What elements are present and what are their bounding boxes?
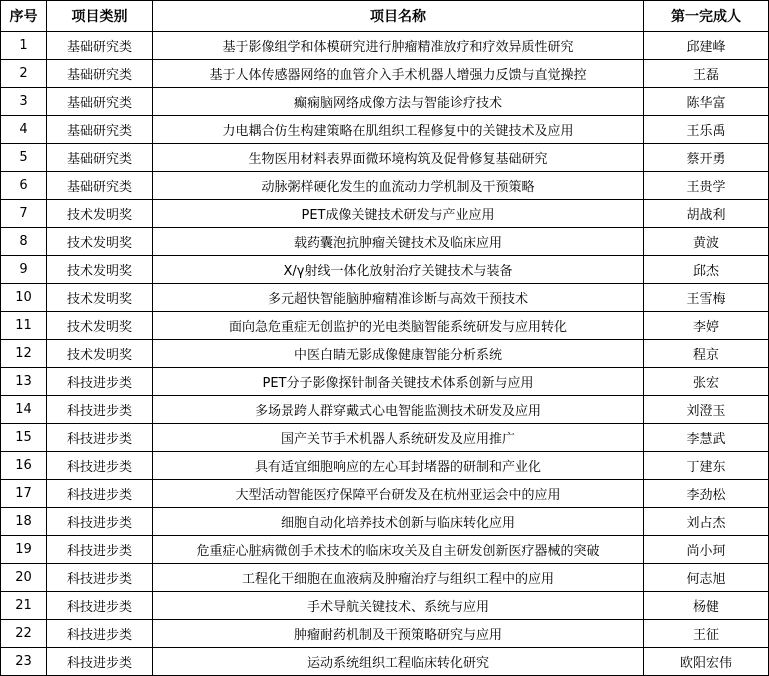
table-row	[1, 396, 769, 424]
cell-project-name: 手术导航关键技术、系统与应用	[153, 592, 644, 620]
cell-first-person: 刘澄玉	[644, 396, 769, 424]
table-row	[1, 32, 769, 60]
cell-project-name: 危重症心脏病微创手术技术的临床攻关及自主研发创新医疗器械的突破	[153, 536, 644, 564]
table-row	[1, 116, 769, 144]
cell-first-person: 邱建峰	[644, 32, 769, 60]
table-body	[1, 32, 769, 676]
cell-project-name: 国产关节手术机器人系统研发及应用推广	[153, 424, 644, 452]
cell-project-name: 运动系统组织工程临床转化研究	[153, 648, 644, 676]
cell-category: 科技进步类	[47, 648, 153, 676]
cell-no: 9	[1, 256, 47, 284]
table-row	[1, 144, 769, 172]
cell-first-person: 王征	[644, 620, 769, 648]
table-row	[1, 508, 769, 536]
cell-first-person: 王雪梅	[644, 284, 769, 312]
cell-project-name: 工程化干细胞在血液病及肿瘤治疗与组织工程中的应用	[153, 564, 644, 592]
cell-project-name: 中医白睛无影成像健康智能分析系统	[153, 340, 644, 368]
cell-no: 16	[1, 452, 47, 480]
cell-category: 科技进步类	[47, 368, 153, 396]
cell-no: 14	[1, 396, 47, 424]
cell-first-person: 程京	[644, 340, 769, 368]
cell-project-name: 具有适宜细胞响应的左心耳封堵器的研制和产业化	[153, 452, 644, 480]
cell-category: 科技进步类	[47, 536, 153, 564]
cell-category: 基础研究类	[47, 172, 153, 200]
cell-no: 6	[1, 172, 47, 200]
cell-project-name: 生物医用材料表界面微环境构筑及促骨修复基础研究	[153, 144, 644, 172]
cell-first-person: 胡战利	[644, 200, 769, 228]
cell-first-person: 李慧武	[644, 424, 769, 452]
table-row	[1, 564, 769, 592]
cell-first-person: 黄波	[644, 228, 769, 256]
cell-project-name: 面向急危重症无创监护的光电类脑智能系统研发与应用转化	[153, 312, 644, 340]
cell-no: 11	[1, 312, 47, 340]
cell-project-name: X/γ射线一体化放射治疗关键技术与装备	[153, 256, 644, 284]
header-first-person: 第一完成人	[644, 1, 769, 32]
cell-first-person: 杨健	[644, 592, 769, 620]
cell-no: 4	[1, 116, 47, 144]
cell-category: 技术发明奖	[47, 340, 153, 368]
table-row	[1, 368, 769, 396]
cell-category: 技术发明奖	[47, 284, 153, 312]
table-row	[1, 228, 769, 256]
cell-project-name: 多元超快智能脑肿瘤精准诊断与高效干预技术	[153, 284, 644, 312]
cell-category: 科技进步类	[47, 508, 153, 536]
cell-category: 基础研究类	[47, 144, 153, 172]
cell-project-name: 肿瘤耐药机制及干预策略研究与应用	[153, 620, 644, 648]
table-row	[1, 452, 769, 480]
cell-first-person: 欧阳宏伟	[644, 648, 769, 676]
cell-first-person: 刘占杰	[644, 508, 769, 536]
cell-no: 3	[1, 88, 47, 116]
cell-first-person: 陈华富	[644, 88, 769, 116]
table-row	[1, 284, 769, 312]
cell-no: 5	[1, 144, 47, 172]
cell-first-person: 王乐禹	[644, 116, 769, 144]
cell-project-name: 大型活动智能医疗保障平台研发及在杭州亚运会中的应用	[153, 480, 644, 508]
cell-category: 技术发明奖	[47, 256, 153, 284]
cell-no: 12	[1, 340, 47, 368]
cell-project-name: 基于人体传感器网络的血管介入手术机器人增强力反馈与直觉操控	[153, 60, 644, 88]
cell-category: 科技进步类	[47, 620, 153, 648]
cell-category: 基础研究类	[47, 32, 153, 60]
table-row	[1, 172, 769, 200]
table-row	[1, 480, 769, 508]
header-no: 序号	[1, 1, 47, 32]
cell-category: 科技进步类	[47, 564, 153, 592]
table-row	[1, 620, 769, 648]
header-row	[1, 1, 769, 32]
table-row	[1, 592, 769, 620]
cell-category: 科技进步类	[47, 592, 153, 620]
cell-no: 13	[1, 368, 47, 396]
cell-project-name: PET成像关键技术研发与产业应用	[153, 200, 644, 228]
cell-no: 23	[1, 648, 47, 676]
cell-no: 10	[1, 284, 47, 312]
table-header	[1, 1, 769, 32]
cell-first-person: 李婷	[644, 312, 769, 340]
table-row	[1, 60, 769, 88]
table-row	[1, 536, 769, 564]
cell-no: 21	[1, 592, 47, 620]
cell-category: 基础研究类	[47, 116, 153, 144]
cell-first-person: 蔡开勇	[644, 144, 769, 172]
cell-first-person: 丁建东	[644, 452, 769, 480]
cell-first-person: 邱杰	[644, 256, 769, 284]
cell-category: 科技进步类	[47, 424, 153, 452]
cell-project-name: 多场景跨人群穿戴式心电智能监测技术研发及应用	[153, 396, 644, 424]
cell-category: 技术发明奖	[47, 200, 153, 228]
cell-no: 20	[1, 564, 47, 592]
cell-first-person: 尚小珂	[644, 536, 769, 564]
cell-no: 2	[1, 60, 47, 88]
cell-category: 科技进步类	[47, 452, 153, 480]
cell-no: 8	[1, 228, 47, 256]
cell-project-name: 力电耦合仿生构建策略在肌组织工程修复中的关键技术及应用	[153, 116, 644, 144]
cell-category: 技术发明奖	[47, 228, 153, 256]
cell-project-name: 癫痫脑网络成像方法与智能诊疗技术	[153, 88, 644, 116]
cell-no: 1	[1, 32, 47, 60]
cell-no: 15	[1, 424, 47, 452]
cell-no: 18	[1, 508, 47, 536]
cell-project-name: 动脉粥样硬化发生的血流动力学机制及干预策略	[153, 172, 644, 200]
cell-first-person: 李劲松	[644, 480, 769, 508]
cell-first-person: 张宏	[644, 368, 769, 396]
cell-first-person: 何志旭	[644, 564, 769, 592]
cell-project-name: 细胞自动化培养技术创新与临床转化应用	[153, 508, 644, 536]
cell-first-person: 王磊	[644, 60, 769, 88]
cell-no: 19	[1, 536, 47, 564]
header-category: 项目类别	[47, 1, 153, 32]
table-row	[1, 256, 769, 284]
cell-category: 科技进步类	[47, 396, 153, 424]
cell-no: 22	[1, 620, 47, 648]
cell-no: 17	[1, 480, 47, 508]
cell-category: 基础研究类	[47, 60, 153, 88]
cell-no: 7	[1, 200, 47, 228]
table-row	[1, 340, 769, 368]
cell-project-name: 载药囊泡抗肿瘤关键技术及临床应用	[153, 228, 644, 256]
header-project-name: 项目名称	[153, 1, 644, 32]
cell-project-name: PET分子影像探针制备关键技术体系创新与应用	[153, 368, 644, 396]
table-row	[1, 312, 769, 340]
cell-first-person: 王贵学	[644, 172, 769, 200]
table-row	[1, 200, 769, 228]
cell-category: 技术发明奖	[47, 312, 153, 340]
table-row	[1, 88, 769, 116]
cell-category: 科技进步类	[47, 480, 153, 508]
table-row	[1, 648, 769, 676]
cell-category: 基础研究类	[47, 88, 153, 116]
cell-project-name: 基于影像组学和体模研究进行肿瘤精准放疗和疗效异质性研究	[153, 32, 644, 60]
table-row	[1, 424, 769, 452]
